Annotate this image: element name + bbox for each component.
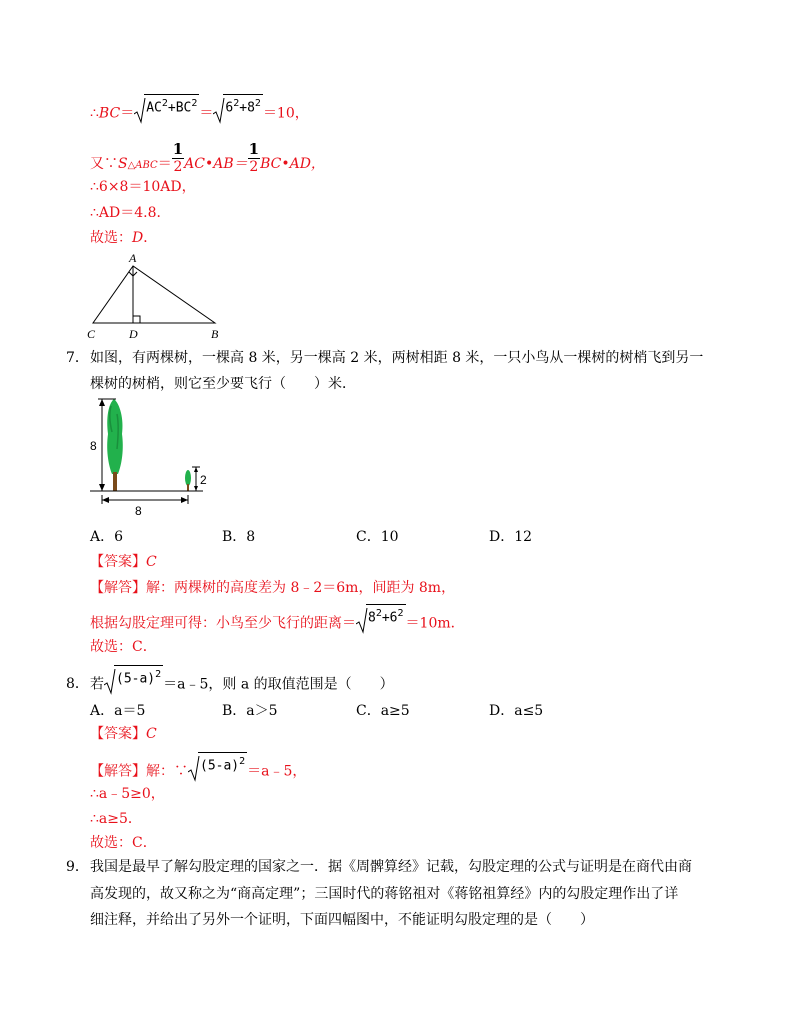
therefore-symbol: ∴ — [90, 105, 99, 122]
q6-solution-line-4: ∴AD＝4.8． — [90, 205, 171, 221]
rad-5-a: (5-a) — [200, 758, 240, 774]
frac-num: 1 — [172, 140, 184, 158]
sup: 2 — [239, 756, 246, 767]
sup: 2 — [254, 98, 261, 109]
subscript-abc: △ABC — [127, 160, 158, 171]
equals: ＝ — [199, 105, 214, 122]
short-tree-icon — [185, 470, 191, 491]
q6-solution-line-3: ∴6×8＝10AD， — [90, 179, 196, 195]
q6-solution-line-1 — [90, 100, 309, 123]
analysis-post: ＝a﹣5， — [247, 763, 307, 780]
answer-label: 【答案】 — [90, 726, 146, 742]
q7-choice-a: A．6 — [90, 529, 124, 545]
q7-text-1: 如图，有两棵树，一棵高 8 米，另一棵高 2 米，两树相距 8 米，一只小鸟从一棵树的树梢飞到另一 — [90, 350, 704, 366]
q7-number: 7． — [66, 350, 89, 366]
sup: 2 — [375, 608, 382, 619]
label-b: B — [211, 327, 219, 341]
q7-analysis-1 — [90, 578, 455, 598]
label-d: D — [129, 327, 138, 341]
q8-analysis-2: ∴a﹣5≥0， — [90, 786, 165, 802]
answer-label: 【答案】 — [90, 554, 146, 570]
analysis-label: 【解答】 — [90, 580, 146, 596]
analysis-post: ＝10m． — [405, 615, 465, 632]
q7-text-2: 棵树的树梢，则它至少要飞行（ ）米． — [90, 376, 356, 392]
rad-8: 8 — [368, 610, 376, 626]
ac-ab: AC•AB＝ — [184, 156, 248, 172]
q8-analysis-1 — [90, 758, 306, 781]
rad-plus-8: +8 — [239, 100, 255, 116]
q7-analysis-2 — [90, 610, 465, 633]
q7-choice-d: D．12 — [489, 529, 533, 545]
rad-plus-6: +6 — [381, 610, 398, 626]
sqrt-8-6 — [356, 610, 406, 633]
result-10: ＝10， — [262, 105, 309, 122]
sqrt-ac-bc — [134, 100, 199, 123]
sup: 2 — [161, 98, 168, 109]
frac-den: 2 — [173, 159, 183, 175]
sqrt-5-a — [104, 671, 163, 697]
because-symbol: 又∵ — [90, 156, 118, 172]
answer-letter: D — [132, 230, 144, 246]
fraction-half — [172, 141, 184, 175]
label-a: A — [129, 251, 137, 265]
fraction-half-2 — [248, 141, 260, 175]
q8-conclusion: 故选：C． — [90, 835, 157, 851]
analysis-text: 解：两棵树的高度差为 8﹣2＝6m，间距为 8m， — [146, 580, 456, 596]
answer-value: C — [146, 554, 157, 570]
var-s: S — [118, 156, 128, 172]
rad-plus-bc: +BC — [167, 100, 192, 116]
analysis-label: 【解答】 — [90, 763, 146, 780]
stem-post: ＝a﹣5，则 a 的取值范围是（ ） — [163, 676, 394, 693]
rad-6: 6 — [225, 100, 234, 116]
q9-text-3: 细注释，并给出了另外一个证明，下面四幅图中，不能证明勾股定理的是（ ） — [90, 912, 594, 928]
frac-den: 2 — [249, 159, 259, 175]
q8-answer — [90, 724, 157, 744]
q8-choice-b: B．a＞5 — [222, 703, 278, 719]
analysis-pre: 根据勾股定理可得：小鸟至少飞行的距离＝ — [90, 615, 356, 632]
q8-choice-c: C．a≥5 — [356, 703, 410, 719]
equals: ＝ — [120, 105, 135, 122]
q7-choice-b: B．8 — [222, 529, 256, 545]
conclusion-prefix: 故选： — [90, 230, 132, 246]
q8-number: 8． — [66, 676, 89, 692]
frac-num: 1 — [248, 140, 260, 158]
q8-choice-a: A．a＝5 — [90, 703, 146, 719]
rad-5-a: (5-a) — [116, 671, 156, 687]
rad-ac: AC — [146, 100, 162, 116]
tall-height-label: 8 — [90, 439, 97, 453]
analysis-pre: 解：∵ — [146, 763, 188, 780]
tall-tree-icon — [107, 399, 123, 491]
sup: 2 — [233, 98, 240, 109]
q9-text-2: 高发现的，故又称之为“商高定理”；三国时代的蒋铭祖对《蒋铭祖算经》内的勾股定理作出了详 — [90, 886, 679, 902]
q9-number: 9． — [66, 859, 89, 875]
q9-text-1: 我国是最早了解勾股定理的国家之一．据《周髀算经》记载，勾股定理的公式与证明是在商代由商 — [90, 859, 692, 875]
short-height-label: 2 — [200, 473, 207, 487]
q8-stem — [90, 671, 394, 697]
q8-analysis-3: ∴a≥5． — [90, 811, 142, 827]
sup: 2 — [191, 98, 198, 109]
var-bc: BC — [98, 105, 121, 122]
sqrt-5-a-2 — [188, 758, 247, 781]
q6-solution-line-2 — [90, 140, 325, 181]
equals: ＝ — [157, 156, 172, 172]
q8-choice-d: D．a≤5 — [489, 703, 544, 719]
q7-answer — [90, 552, 157, 572]
bc-ad: BC•AD， — [260, 156, 325, 172]
distance-label: 8 — [135, 504, 142, 518]
answer-value: C — [146, 726, 157, 742]
q7-choice-c: C．10 — [356, 529, 399, 545]
label-c: C — [87, 327, 96, 341]
triangle-figure — [85, 248, 235, 343]
sqrt-6-8 — [213, 100, 263, 123]
sup: 2 — [397, 608, 404, 619]
stem-pre: 若 — [90, 676, 104, 693]
trees-figure — [88, 394, 213, 519]
q6-solution-line-5 — [90, 228, 157, 248]
period: ． — [143, 230, 158, 246]
sup: 2 — [155, 669, 162, 680]
q7-conclusion: 故选：C． — [90, 639, 157, 655]
